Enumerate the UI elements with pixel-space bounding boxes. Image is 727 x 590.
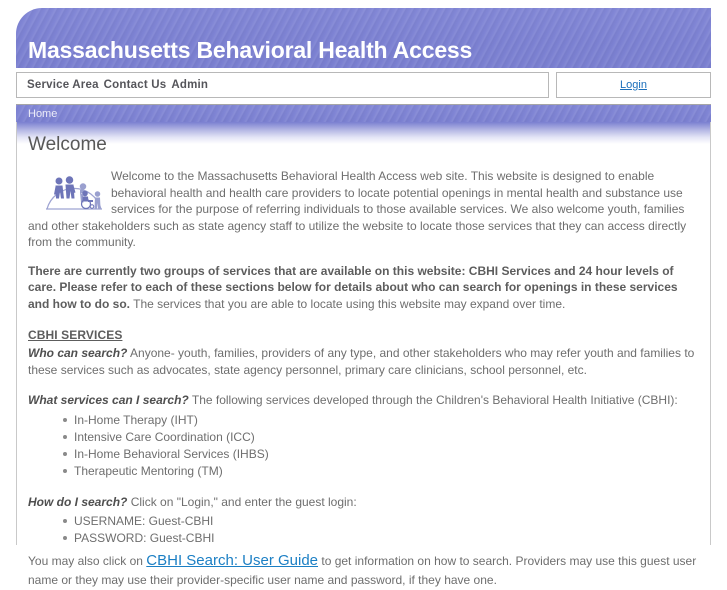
list-item: In-Home Therapy (IHT) — [74, 412, 700, 429]
cbhi-search-user-guide-link[interactable]: CBHI Search: User Guide — [146, 552, 319, 569]
list-item: In-Home Behavioral Services (IHBS) — [74, 446, 700, 463]
login-bar — [556, 72, 711, 98]
what-services-row — [28, 392, 700, 409]
menu-strip — [16, 72, 711, 98]
page-title: Welcome — [28, 134, 107, 155]
list-item: Intensive Care Coordination (ICC) — [74, 429, 700, 446]
credentials-list — [28, 513, 700, 547]
groups-paragraph-bold: There are currently two groups of services that are available on this website: CBHI Services and 24 hour levels of care. Please refer to each of these sections below for details about who can search for openings in these services and how to do so. — [28, 263, 678, 311]
services-list — [28, 412, 700, 480]
how-search-row — [28, 494, 700, 511]
list-item: Therapeutic Mentoring (TM) — [74, 463, 700, 480]
content-panel — [16, 122, 711, 587]
who-can-search-text: Anyone- youth, families, providers of any type, and other stakeholders who may refer youth and families to these services such as advocates, state agency personnel, primary care clinicians, school personnel, etc. — [28, 346, 695, 377]
user-guide-row — [28, 551, 700, 590]
list-item: USERNAME: Guest-CBHI — [74, 513, 700, 530]
menu-item-contact-us[interactable]: Contact Us — [103, 79, 167, 91]
who-can-search-row — [28, 345, 700, 378]
breadcrumb-home-link[interactable]: Home — [28, 108, 58, 120]
cbhi-services-heading: CBHI SERVICES — [28, 328, 123, 342]
accessibility-people-icon — [45, 170, 103, 210]
site-title: Massachusetts Behavioral Health Access — [28, 37, 473, 63]
user-guide-suffix: to get information on how to search. Providers may use this guest user name or they may use their provider-specific user name and password, if they have one. — [28, 554, 697, 587]
intro-block — [28, 168, 700, 251]
list-item: PASSWORD: Guest-CBHI — [74, 530, 700, 547]
main-menu-bar — [16, 72, 549, 98]
login-link[interactable]: Login — [620, 79, 647, 91]
intro-paragraph: Welcome to the Massachusetts Behavioral Health Access web site. This website is designed to enable behavioral health and health care providers to locate potential openings in mental health and substance use services for the purpose of referring individuals to those available services. We also welcome youth, families and other stakeholders such as state agency staff to utilize the website to locate those services that they can access directly from the community. — [28, 169, 687, 249]
menu-item-admin[interactable]: Admin — [171, 79, 209, 91]
breadcrumb-bar — [16, 104, 711, 122]
menu-item-service-area[interactable]: Service Area — [27, 79, 99, 91]
how-search-label: How do I search? — [28, 494, 128, 509]
what-services-label: What services can I search? — [28, 393, 189, 407]
site-banner — [16, 8, 711, 68]
how-search-text: Click on "Login," and enter the guest login: — [127, 494, 357, 509]
groups-paragraph-rest: The services that you are able to locate using this website may expand over time. — [130, 296, 566, 311]
user-guide-prefix: You may also click on — [28, 554, 147, 568]
what-services-text: The following services developed through the Children's Behavioral Health Initiative (CBHI): — [188, 393, 678, 407]
who-can-search-label: Who can search? — [28, 346, 128, 360]
groups-paragraph — [28, 263, 700, 313]
